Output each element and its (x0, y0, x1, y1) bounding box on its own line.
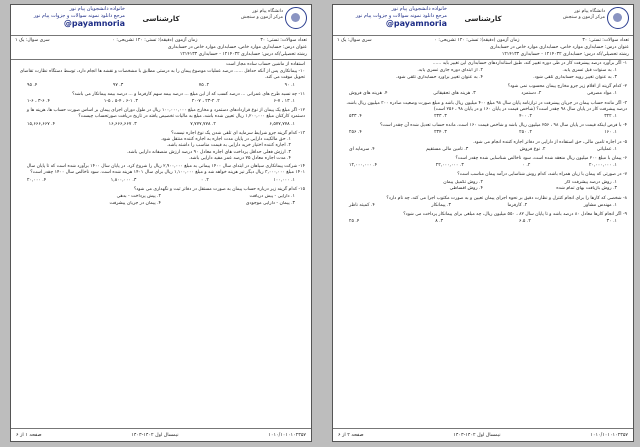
options-row (339, 147, 627, 153)
question-stem: ۱۰- پیمانکاری پس از آنکه حداقل ...... درصد عملیات موضوع پیمان را به درستی مطابق با مشخصات و نقشه ها انجام دارد، توسط دستگاه نظارت تقاضای تحویل موقت می کند. (19, 69, 305, 81)
answer-option: ۱. مهندس مشاور (583, 202, 617, 208)
answer-option: ۳. ۶-۱ ، ۵-۴ ، ۱-۵ (103, 99, 138, 105)
answer-option: ۱. عملیاتی (596, 146, 617, 152)
question (333, 171, 633, 192)
page-number: صفحه ۲ از ۶ (338, 432, 364, 438)
answer-option: ۴. به عنوان تغییر برآورد حسابداری تلقی شود. (395, 74, 483, 80)
semester: نیمسال اول ۱۴۰۲-۱۴۰۳ (131, 432, 179, 438)
answer-option: ۲. کارفرما (507, 202, 528, 208)
exam-info-cell: عنوان درس: حسابداری موارد خاص، حسابداری موارد خاص در حسابداری (167, 45, 307, 50)
semester: نیمسال اول ۱۴۰۲-۱۴۰۳ (453, 432, 501, 438)
exam-info-row (337, 51, 629, 58)
options-row (339, 163, 627, 169)
exam-info-row (15, 37, 307, 44)
options-row (339, 203, 627, 209)
answer-option: ۴. پیمان در جریان پیشرفت (109, 200, 161, 206)
question-stem: ۱۲- اگر مبلغ یک پیمان از نوع قراردادهای دستمزد و مخارج مبلغ ۱۰۰,۰۰۰,۰۰۰ ریال در طول دوران اجرای پیمان بر اساس صورت حساب ها، هزینه ها و دستمزد کارکنان مبلغ ۱,۲۰۰,۰۰۰ ریال تعیین شده باشد، مبلغ به مالیات تخصیص یافته در تاریخ دریافت صورتحساب چیست؟ (26, 108, 305, 120)
exam-info-cell: زمان آزمون (دقیقه): تستی: ۱۲۰ تشریحی: ۰ (434, 38, 520, 43)
answer-option: ۱. ۳۲۲ (604, 114, 617, 120)
question (11, 130, 311, 162)
question (11, 163, 311, 184)
options-list (17, 137, 305, 162)
exam-info (333, 36, 633, 60)
answer-option: ۴. ۹۵ (27, 82, 38, 88)
page-footer (11, 428, 311, 441)
watermark-logo (15, 6, 125, 27)
answer-option: ۲. دستمزد (521, 91, 542, 97)
answer-option: ۲. ۷,۷۷۷,۷۷۸ (190, 121, 216, 127)
exam-page-2 (332, 4, 634, 442)
watermark-line: خانواده دانشجویان پیام نور (69, 6, 125, 12)
exam-info (11, 36, 311, 60)
exam-info-cell: رشته تحصیلی/کد درس: حسابداری ۱۲۱۴۰۳۲ - حسابداری ۱۲۱۴۱۳۳ (179, 52, 307, 57)
question-stem: ۶- پیمان با مبلغ ۲۰۰ میلیون ریال منعقد شده است، سود ناخالص شناسایی شده چقدر است؟ (455, 156, 627, 162)
exam-info-cell: عنوان درس: حسابداری موارد خاص، حسابداری موارد خاص در حسابداری (489, 45, 629, 50)
question-stem: ۹- اگر انجام کارها معادل ۸۰ درصد باشد و تا پایان سال ۸۲ ، ۵۵۰ میلیون ریال، چه مبلغی برای پیمانکار پرداخت می شود؟ (403, 212, 627, 218)
question (11, 107, 311, 128)
question-stem: ۱۵- کدام گزینه زیر درباره حساب پیمان به صورت مستقل در دفاتر ثبت و نگهداری می شود؟ (133, 186, 305, 192)
answer-option: ۱. ۲۰,۰۰۰,۰۰۰ (588, 163, 617, 169)
question (333, 122, 633, 136)
university-name-line: دانشگاه پیام نور (252, 9, 283, 14)
question-stem: ۱۳- کدام گزینه جزو شرایط سرمایه ای تلقی شدن یک نوع اجاره نیست؟ (171, 130, 305, 136)
answer-option: ۲. ۲۵۰ (519, 130, 532, 136)
watermark-line: خانواده دانشجویان پیام نور (391, 6, 447, 12)
answer-option: ۳. هزینه های تحقیقاتی (433, 91, 476, 97)
answer-option: ۴. مدت اجاره معادل ۷۵ درصد عمر مفید دارایی باشد. (188, 155, 291, 161)
question-stem: ۱۱- چه نسبه طرح های عمرانی ... درصد کسب که از این مبلغ ... درصد بیمه سهم کارفرما و ... درصد بیمه پیمانکار می باشد؟ (72, 91, 305, 97)
options-grid (17, 194, 305, 207)
exam-info-row (337, 44, 629, 51)
watermark-logo (337, 6, 447, 27)
answer-option: ۳. پیمان - دارایی موجودی (245, 200, 295, 206)
options-row (17, 122, 305, 128)
exam-info-row (337, 37, 629, 44)
answer-option: ۲. از ابتدای دوره جاری تسری یابد. (417, 68, 483, 74)
options-row (17, 99, 305, 105)
answer-option: ۱. روش درصد پیشرفت کار (564, 179, 617, 185)
question (11, 91, 311, 105)
university-name-line: دانشگاه پیام نور (574, 9, 605, 14)
answer-option: ۱. به سنوات قبل تسری یابد. (562, 68, 617, 74)
answer-option: ۳. ۱,۸۰۰,۰۰۰ (110, 177, 137, 183)
watermark-line: مرجع دانلود نمونه سوالات و جزوات پیام نور (355, 13, 447, 19)
question-stem: ۸- شخصی که کارها را برای انجام کنترل و نظارت دقیق بر نحوه اجرای پیمان تعیین و به صورت مکتوب اجرا می کند، چه نام دارد؟ (386, 195, 627, 201)
answer-option: ۴. ۱۵,۶۶۶,۶۶۷ (27, 121, 56, 127)
answer-option: ۴. ۵۳۳ (349, 114, 362, 120)
answer-option: ۱. ۶,۵۷۷,۷۷۸ (269, 121, 295, 127)
exam-info-cell: تعداد سوالات: تستی: ۳۰ (260, 38, 307, 43)
answer-option: ۳. ۲۳۳ (434, 114, 447, 120)
question-stem: ۴- با فرض اینکه قیمت در پایان سال ۹۸ ، ۲۵۶ میلیون ریال باشد و شاخص قیمت ۱۶۰ است، مانده حساب تعدیل شده آن چقدر است؟ (380, 123, 627, 129)
question (333, 211, 633, 225)
exam-info-row (15, 51, 307, 58)
answer-option: ۳. پیمانکار (431, 202, 451, 208)
answer-option: ۴. ۲۰,۰۰۰ (27, 177, 47, 183)
answer-option: ۱. ۱۶۰ (604, 130, 617, 136)
exam-info-cell: سری سوال: یک ۱ (337, 38, 372, 43)
page-number: صفحه ۱ از ۶ (16, 432, 42, 438)
exam-page-1 (10, 4, 312, 442)
options-row (17, 83, 305, 89)
answer-option: ۴. ۲۵ (349, 219, 360, 225)
exam-info-cell: رشته تحصیلی/کد درس: حسابداری ۱۲۱۴۰۳۲ - حسابداری ۱۲۱۴۱۳۳ (501, 52, 629, 57)
answer-option: ۱. ۳۰ (606, 219, 617, 225)
university-name-line: مرکز آزمون و سنجش (562, 15, 605, 20)
options-row (339, 219, 627, 225)
answer-option: ۲. روش تکمیل پیمان (443, 179, 483, 185)
degree-title: کارشناسی (464, 15, 502, 23)
answer-option: ۱. حق مالکیت دارایی در پایان مدت اجاره به اجاره کننده منتقل شود. (160, 137, 291, 143)
answer-option: ۳. ۲۳۴ (434, 130, 447, 136)
exam-info-cell: زمان آزمون (دقیقه): تستی: ۱۲۰ تشریحی: ۰ (112, 38, 198, 43)
answer-option: ۲. ۷۵ (198, 82, 210, 88)
exam-info-cell: تعداد سوالات: تستی: ۳۰ (582, 38, 629, 43)
answer-option: ۲. ۰ (522, 163, 531, 169)
answer-option: ۳. تامین مالی مستقیم (426, 146, 469, 152)
answer-option: ۳. روش بازیافت بهای تمام شده (556, 186, 617, 192)
question-stem: ۱۴- شرکت پیمانکاری سیاهان در ابتدای سال ۱۴۰۰ پیمانی به مبلغ ۲,۹۰۰,۰۰۰ ریال را شروع کرد. در پایان سال ۱۴۰۰ برآورد شده است که تا پایان سال ۱۴۰۱ مبلغ ۳,۰۰۰,۰۰۰ ریال دیگر نیز هزینه خواهد شد و مبلغ ۱,۱۰۰,۰۰۰ ریال برای سال ۱۴۰۱ هزینه شده است. سود ناخالص سال ۱۴۰۰ چقدر است؟ (26, 164, 305, 176)
options-row (339, 91, 627, 97)
payamnoria-logo: @payamnoria (63, 19, 125, 28)
answer-option: ۱. ۱۳ ، ۶-۷ (273, 99, 295, 105)
answer-option: ۴. ۱۲,۰۰۰,۰۰۰ (349, 163, 378, 169)
answer-option: ۳. ۲۲,۰۰۰,۰۰۰ (435, 163, 464, 169)
answer-option: ۲. ۶.۵ (518, 219, 531, 225)
answer-option: ۴. هزینه های فروش (349, 91, 388, 97)
exam-code: ۱۰۱۰/۱۰۱۰۱۰۲۳۵۷ (590, 432, 628, 438)
answer-option: ۲. ۲۳-۲ ، ۲۰-۷ (191, 99, 220, 105)
exam-code: ۱۰۱۰/۱۰۱۰۱۰۲۳۵۷ (268, 432, 306, 438)
question (333, 60, 633, 81)
page-footer (333, 428, 633, 441)
options-grid (339, 68, 627, 81)
options-grid (339, 180, 627, 193)
page-header (11, 5, 311, 36)
answer-option: ۴. سرمایه ای (349, 146, 375, 152)
question (333, 139, 633, 153)
exam-info-row (15, 44, 307, 51)
degree-title: کارشناسی (142, 15, 180, 23)
answer-option: ۲. پیش پرداخت - بدهی (116, 194, 161, 200)
payamnoria-logo: @payamnoria (385, 19, 447, 28)
answer-option: ۴. روش اقساطی (449, 186, 483, 192)
answer-option: ۲. نوع فروش (519, 146, 546, 152)
question (11, 68, 311, 89)
question-stem: ۵- در اجاره تامین مالی، حق استفاده از دارایی در دفاتر اجاره کننده انجام می شود. (472, 139, 627, 145)
answer-option: ۳. ۸ (435, 219, 444, 225)
calculator-note: استفاده از ماشین حساب ساده مجاز است (226, 62, 305, 67)
question (333, 83, 633, 97)
question (333, 155, 633, 169)
answer-option: ۲. ۴۰۰ (519, 114, 532, 120)
question-stem: ۷- در صورتی که پیمان با زیان همراه باشد، کدام روش شناسایی درآمد پیمان مناسب است؟ (457, 172, 627, 178)
question-stem: ۲- کدام گزینه از اقلام زیر جزو مخارج پیمان محسوب نمی شود؟ (507, 84, 627, 90)
answer-option: ۱. دارایی - پیش دریافت (249, 194, 295, 200)
options-row (339, 130, 627, 136)
answer-option: ۳. ارزش فعلی حداقل پرداخت های اجاره معادل ۹۰ درصد ارزش منصفانه دارایی باشد. (126, 149, 291, 155)
question-stem: ۱- اگر برآورد درصد پیشرفت کار در طی دوره تغییر کند، طبق استانداردهای حسابداری این تغییر باید ...... (432, 61, 627, 66)
answer-option: ۳. ۱۶,۶۶۶,۶۶۷ (108, 121, 137, 127)
watermark-line: مرجع دانلود نمونه سوالات و جزوات پیام نور (33, 13, 125, 19)
options-row (339, 114, 627, 120)
page-header (333, 5, 633, 36)
question (11, 186, 311, 207)
answer-option: ۲. اجاره کننده اختیار خرید دارایی به قیمت مناسب را داشته باشد. (166, 143, 291, 149)
university-name-line: مرکز آزمون و سنجش (240, 15, 283, 20)
exam-info-cell: سری سوال: یک ۱ (15, 38, 50, 43)
answer-option: ۴. ۲۵۶ (349, 130, 362, 136)
answer-option: ۴. کمیته ناظر (349, 202, 375, 208)
question (333, 100, 633, 121)
question-stem: ۳- اگر مانده حساب پیمان در جریان پیشرفت در ترازنامه پایان سال ۹۸ مبلغ ۴۰۰ میلیون ریال باشد و مبلغ صورت وضعیت صادره ۳۰۰ میلیون ریال باشد، درصد پیشرفت کار در پایان سال ۹۸ چقدر است؟ (شاخص قیمت در پایان ۱۶۰ و در پایان ۹۸ ، ۲۵۶ است) (346, 100, 627, 112)
answer-option: ۱. ۹۰ (284, 82, 295, 88)
answer-option: ۲. ۰ (200, 177, 209, 183)
answer-option: ۳. ۹۷ (112, 82, 124, 88)
options-row (17, 178, 305, 184)
answer-option: ۳. به عنوان تغییر رویه حسابداری تلقی شود. (533, 74, 617, 80)
answer-option: ۴. ۳-۶ ، ۱-۶ (27, 99, 50, 105)
question (333, 195, 633, 209)
answer-option: ۱. مواد مصرفی (586, 91, 617, 97)
answer-option: ۱. ۱۰۰,۰۰۰ (273, 177, 295, 183)
